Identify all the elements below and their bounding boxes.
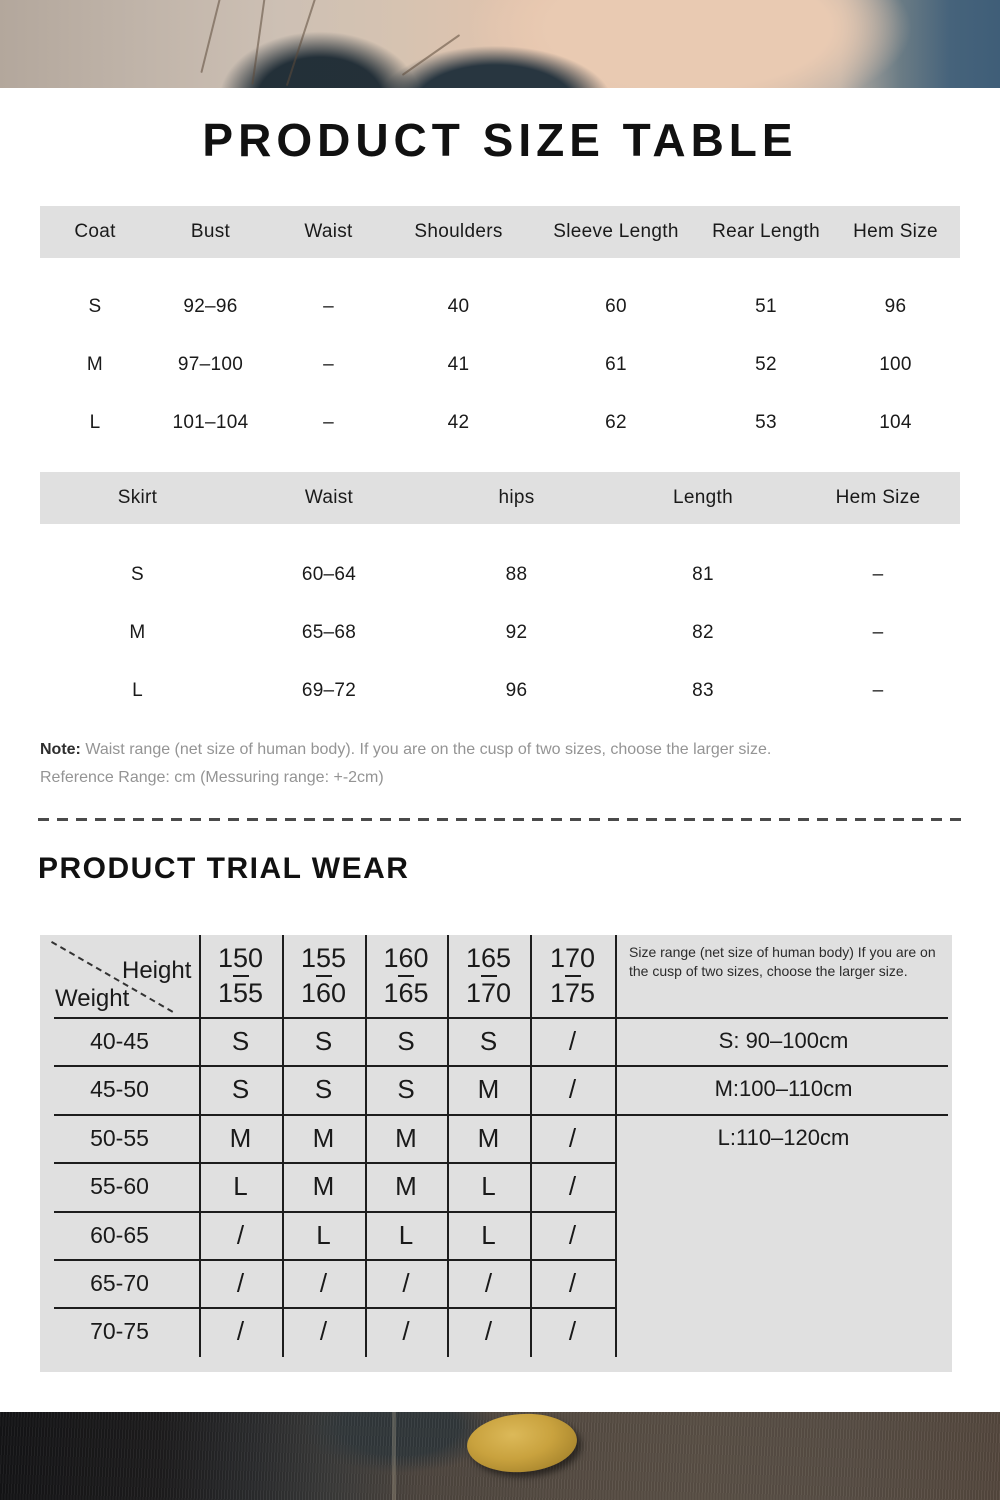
range-bottom: 155 [217,978,264,1008]
column-header: Sleeve Length [553,221,679,242]
size-cell: L [481,1170,496,1201]
table-cell: – [323,354,334,375]
size-cell: S [231,1073,250,1104]
size-cell: / [236,1315,245,1346]
table-row [40,1017,615,1065]
grid-line-vertical [530,935,532,1357]
grid-line-vertical [365,935,367,1357]
table-cell: 81 [692,564,714,585]
table-cell: L [89,412,101,433]
size-cell: / [568,1170,577,1201]
size-cell: L [233,1170,248,1201]
table-cell: 96 [884,296,907,317]
range-dash [565,975,581,977]
size-range-m: M:100–110cm [714,1076,853,1101]
skirt-table-body [40,546,960,720]
table-row [40,1114,615,1162]
weight-range-label: 60-65 [90,1221,149,1248]
size-cell: / [484,1315,493,1346]
size-cell: S [314,1073,333,1104]
table-cell: 60–64 [301,564,357,585]
grid-line-vertical [447,935,449,1357]
trial-header-row [199,935,615,1017]
table-cell: – [323,412,334,433]
size-cell: S [479,1025,498,1056]
height-range-header [447,935,530,1017]
table-row [40,662,960,720]
size-cell: M [395,1122,417,1153]
dashed-divider [38,818,962,821]
table-cell: 88 [505,564,528,585]
size-cell: / [568,1267,577,1298]
skirt-table-header [40,472,960,524]
weight-range-label: 40-45 [90,1027,149,1054]
product-photo-top [0,0,1000,88]
column-header: Waist [304,221,353,242]
column-header: Waist [304,487,354,508]
column-header: Hem Size [835,487,921,508]
grid-line-vertical [199,935,201,1357]
grid-line-horizontal [54,1211,617,1213]
table-cell: S [88,296,102,317]
denim-seam [392,1412,396,1500]
table-row [40,1259,615,1307]
table-row [40,278,960,336]
table-cell: 92 [505,622,528,643]
size-cell: / [568,1025,577,1056]
size-cell: / [236,1267,245,1298]
note-label: Note: [40,741,81,758]
size-cell: M [477,1122,500,1153]
table-cell: 82 [692,622,714,643]
column-header: Skirt [117,487,158,508]
height-axis-label: Height [122,957,192,984]
hair-strand [251,0,266,85]
table-cell: – [872,564,884,585]
size-cell: S [397,1025,415,1056]
size-cell: M [229,1122,252,1153]
size-cell: L [316,1219,331,1250]
reference-line: Reference Range: cm (Messuring range: +-2cm) [40,769,384,786]
size-cell: / [568,1315,577,1346]
size-cell: / [319,1315,328,1346]
table-cell: 101–104 [172,412,249,433]
note-body: Waist range (net size of human body). If you are on the cusp of two sizes, choose the larger size. [80,741,772,758]
table-cell: 61 [605,354,627,375]
table-cell: 69–72 [301,680,357,701]
table-cell: 104 [879,412,912,433]
column-header: Bust [190,221,231,242]
range-top: 170 [549,943,596,973]
column-header: hips [498,487,535,508]
table-row [40,1211,615,1259]
table-cell: 62 [605,412,627,433]
table-cell: S [131,564,144,585]
range-bottom: 160 [300,978,347,1008]
table-row [40,336,960,394]
table-cell: L [132,680,143,701]
size-cell: M [312,1122,335,1153]
table-row [40,1307,615,1355]
trial-wear-title: PRODUCT TRIAL WEAR [38,852,410,885]
range-bottom: 175 [549,978,596,1008]
size-cell: / [568,1219,577,1250]
table-row [40,1162,615,1210]
size-cell: / [236,1219,245,1250]
hair-strand [402,34,460,76]
range-bottom: 165 [383,978,429,1008]
hair-strand [286,0,316,86]
size-cell: / [319,1267,328,1298]
table-cell: 65–68 [301,622,357,643]
table-cell: – [323,296,334,317]
weight-axis-label: Weight [55,985,130,1012]
table-cell: 92–96 [183,296,238,317]
table-cell: 100 [879,354,912,375]
table-cell: 40 [447,296,470,317]
product-photo-bottom [0,1412,1000,1500]
table-cell: 96 [505,680,528,701]
range-top: 150 [217,943,264,973]
column-header: Coat [74,221,116,242]
size-range-s: S: 90–100cm [718,1028,849,1053]
size-cell: L [481,1219,496,1250]
height-range-header [530,935,615,1017]
range-dash [481,975,497,977]
size-range-l: L:110–120cm [717,1125,850,1150]
weight-range-label: 70-75 [90,1317,149,1344]
range-top: 165 [465,943,512,973]
range-dash [316,975,332,977]
table-cell: 51 [755,296,777,317]
column-header: Shoulders [414,221,503,242]
table-cell: M [129,622,146,643]
weight-range-label: 50-55 [90,1124,149,1151]
range-top: 160 [383,943,429,973]
size-cell: S [397,1073,415,1104]
weight-range-label: 55-60 [90,1172,149,1199]
table-cell: M [86,354,104,375]
range-bottom: 170 [465,978,512,1008]
table-cell: 41 [447,354,470,375]
size-cell: M [395,1170,417,1201]
page-title: PRODUCT SIZE TABLE [202,114,798,166]
table-row [40,604,960,662]
table-cell: 53 [755,412,777,433]
table-cell: 83 [692,680,714,701]
size-range-note: Size range (net size of human body) If you are on the cusp of two sizes, choose the larger size. [629,944,936,979]
range-top: 155 [300,943,347,973]
grid-line-horizontal [54,1162,617,1164]
height-range-header [365,935,447,1017]
coat-table-header [40,206,960,258]
grid-line-vertical [282,935,284,1357]
grid-line-horizontal [54,1307,617,1309]
height-range-header [282,935,365,1017]
range-dash [233,975,249,977]
column-header: Rear Length [712,221,820,242]
size-cell: S [314,1025,333,1056]
table-row [40,1065,615,1113]
table-cell: – [872,622,884,643]
table-cell: 52 [755,354,777,375]
size-cell: M [477,1073,500,1104]
table-row [40,394,960,452]
size-cell: / [568,1122,577,1153]
coat-table-body [40,278,960,452]
grid-line-horizontal [54,1259,617,1261]
table-cell: 97–100 [177,354,244,375]
size-cell: / [402,1315,410,1346]
size-cell: S [231,1025,250,1056]
column-header: Length [673,487,733,508]
hair-strand [200,0,221,73]
size-cell: / [484,1267,493,1298]
size-cell: / [568,1073,577,1104]
range-dash [398,975,414,977]
size-cell: / [402,1267,410,1298]
table-row [40,546,960,604]
weight-range-label: 65-70 [90,1269,149,1296]
table-cell: 60 [605,296,627,317]
height-range-header [199,935,282,1017]
size-cell: M [312,1170,335,1201]
table-cell: – [872,680,884,701]
note-line [40,736,771,764]
size-note [40,736,771,792]
size-cell: L [398,1219,414,1250]
trial-wear-table [40,935,952,1372]
weight-range-label: 45-50 [90,1075,149,1102]
column-header: Hem Size [853,221,938,242]
table-cell: 42 [447,412,470,433]
